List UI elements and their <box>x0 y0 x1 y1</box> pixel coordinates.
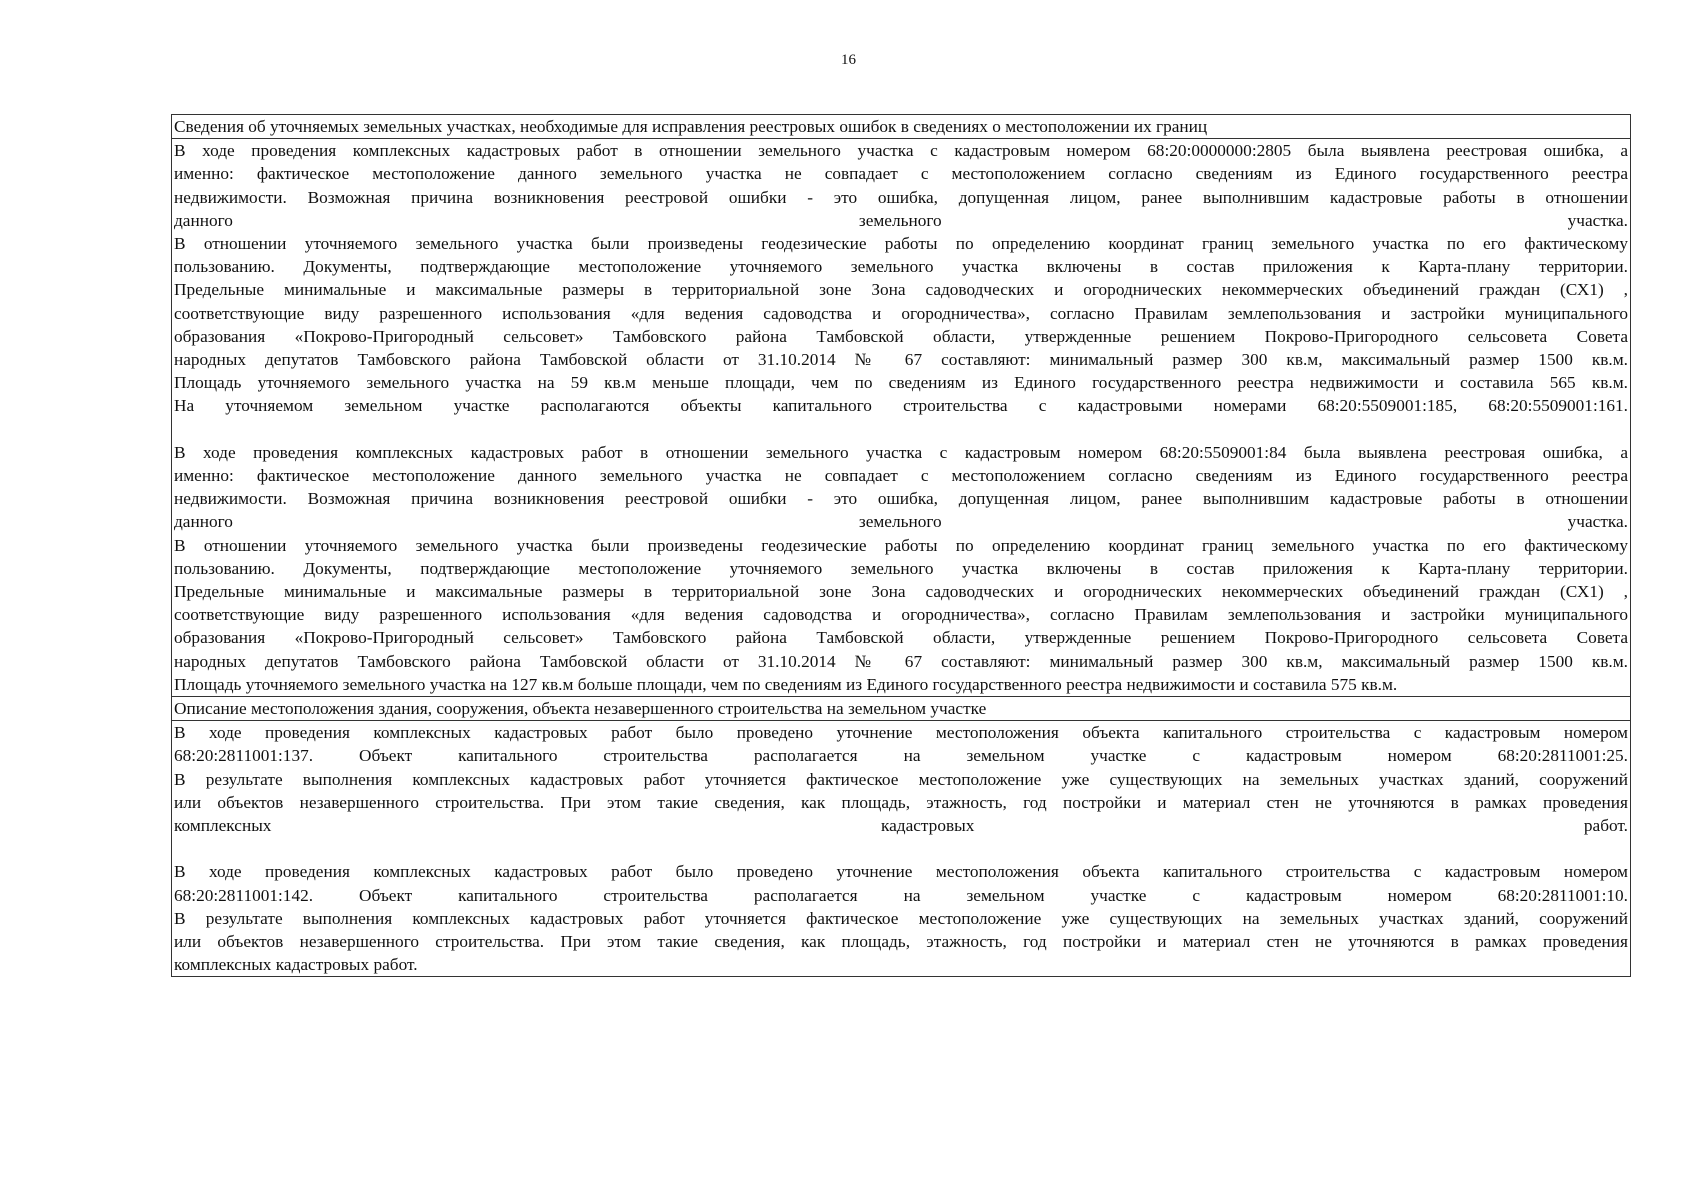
section-body-land-plots <box>172 139 1631 697</box>
paragraph-plot-2805 <box>174 139 1628 417</box>
text-line: пользованию. Документы, подтверждающие местоположение уточняемого земельного участка включены в состав приложения к Карта-плану территории. <box>174 558 1628 578</box>
text-line: недвижимости. Возможная причина возникновения реестровой ошибки - это ошибка, допущенная лицом, ранее выполнившим кадастровые работы в отношении <box>174 187 1628 207</box>
text-line: соответствующие виду разрешенного использования «для ведения садоводства и огородничества», согласно Правилам землепользования и застройки муниципального <box>174 605 1628 625</box>
text-line: образования «Покрово-Пригородный сельсовет» Тамбовского района Тамбовской области, утвержденные решением Покрово-Пригородного сельсовета Совета <box>174 326 1628 346</box>
text-line: 68:20:2811001:142. Объект капитального строительства располагается на земельном участке с кадастровым номером 68:20:2811001:10. <box>174 885 1628 905</box>
section-header-land-plots: Сведения об уточняемых земельных участках, необходимые для исправления реестровых ошибок в сведениях о местоположении их границ <box>172 115 1631 139</box>
text-line: Площадь уточняемого земельного участка на 127 кв.м больше площади, чем по сведениям из Единого государственного реестра недвижимости и составила 575 кв.м. <box>174 674 1398 694</box>
text-line: соответствующие виду разрешенного использования «для ведения садоводства и огородничества», согласно Правилам землепользования и застройки муниципального <box>174 303 1628 323</box>
section-header-buildings: Описание местоположения здания, сооружения, объекта незавершенного строительства на земельном участке <box>172 697 1631 721</box>
text-line: народных депутатов Тамбовского района Тамбовской области от 31.10.2014 № 67 составляют: минимальный размер 300 кв.м, максимальный размер 1500 кв.м. <box>174 651 1628 671</box>
section-body-row <box>172 139 1631 697</box>
text-line: Предельные минимальные и максимальные размеры в территориальной зоне Зона садоводческих и огороднических некоммерческих объединений граждан (СХ1) , <box>174 582 1628 602</box>
text-line: В отношении уточняемого земельного участка были произведены геодезические работы по определению координат границ земельного участка по его фактическому <box>174 535 1628 555</box>
text-line: именно: фактическое местоположение данного земельного участка не совпадает с местоположением согласно сведениям из Единого государственного реестра <box>174 164 1628 184</box>
text-line: Площадь уточняемого земельного участка на 59 кв.м меньше площади, чем по сведениям из Единого государственного реестра недвижимости и составила 565 кв.м. <box>174 373 1628 393</box>
text-line: В ходе проведения комплексных кадастровых работ было проведено уточнение местоположения объекта капитального строительства с кадастровым номером <box>174 723 1628 743</box>
text-line: или объектов незавершенного строительства. При этом такие сведения, как площадь, этажность, год постройки и материал стен не уточняются в рамках проведения <box>174 932 1628 952</box>
document-table <box>171 114 1631 977</box>
section-body-row <box>172 721 1631 977</box>
text-line: недвижимости. Возможная причина возникновения реестровой ошибки - это ошибка, допущенная лицом, ранее выполнившим кадастровые работы в отношении <box>174 489 1628 509</box>
text-line: В результате выполнения комплексных кадастровых работ уточняется фактическое местоположение уже существующих на земельных участках зданий, сооружений <box>174 769 1628 789</box>
text-line: 68:20:2811001:137. Объект капитального строительства располагается на земельном участке с кадастровым номером 68:20:2811001:25. <box>174 746 1628 766</box>
paragraph-building-142 <box>174 860 1628 976</box>
page-number: 16 <box>841 52 856 68</box>
section-body-buildings <box>172 721 1631 977</box>
text-line: народных депутатов Тамбовского района Тамбовской области от 31.10.2014 № 67 составляют: минимальный размер 300 кв.м, максимальный размер 1500 кв.м. <box>174 350 1628 370</box>
text-line: В результате выполнения комплексных кадастровых работ уточняется фактическое местоположение уже существующих на земельных участках зданий, сооружений <box>174 908 1628 928</box>
text-line: В ходе проведения комплексных кадастровых работ было проведено уточнение местоположения объекта капитального строительства с кадастровым номером <box>174 862 1628 882</box>
text-line: На уточняемом земельном участке располагаются объекты капитального строительства с кадастровыми номерами 68:20:5509001:185, 68:20:5509001:161. <box>174 396 1628 416</box>
text-line: пользованию. Документы, подтверждающие местоположение уточняемого земельного участка включены в состав приложения к Карта-плану территории. <box>174 257 1628 277</box>
text-line: образования «Покрово-Пригородный сельсовет» Тамбовского района Тамбовской области, утвержденные решением Покрово-Пригородного сельсовета Совета <box>174 628 1628 648</box>
text-line: именно: фактическое местоположение данного земельного участка не совпадает с местоположением согласно сведениям из Единого государственного реестра <box>174 466 1628 486</box>
section-header-row <box>172 115 1631 139</box>
text-line: В ходе проведения комплексных кадастровых работ в отношении земельного участка с кадастровым номером 68:20:5509001:84 была выявлена реестровая ошибка, а <box>174 442 1628 462</box>
text-line: или объектов незавершенного строительства. При этом такие сведения, как площадь, этажность, год постройки и материал стен не уточняются в рамках проведения <box>174 792 1628 812</box>
paragraph-spacer <box>174 418 1628 441</box>
paragraph-plot-84 <box>174 441 1628 696</box>
text-line: В ходе проведения комплексных кадастровых работ в отношении земельного участка с кадастровым номером 68:20:0000000:2805 была выявлена реестровая ошибка, а <box>174 141 1628 161</box>
text-line: В отношении уточняемого земельного участка были произведены геодезические работы по определению координат границ земельного участка по его фактическому <box>174 234 1628 254</box>
text-line: Предельные минимальные и максимальные размеры в территориальной зоне Зона садоводческих и огороднических некоммерческих объединений граждан (СХ1) , <box>174 280 1628 300</box>
text-line: комплексных кадастровых работ. <box>174 816 1628 836</box>
text-line: комплексных кадастровых работ. <box>174 955 418 975</box>
section-header-row <box>172 697 1631 721</box>
paragraph-spacer <box>174 837 1628 860</box>
text-line: данного земельного участка. <box>174 512 1628 532</box>
text-line: данного земельного участка. <box>174 210 1628 230</box>
paragraph-building-137 <box>174 721 1628 837</box>
